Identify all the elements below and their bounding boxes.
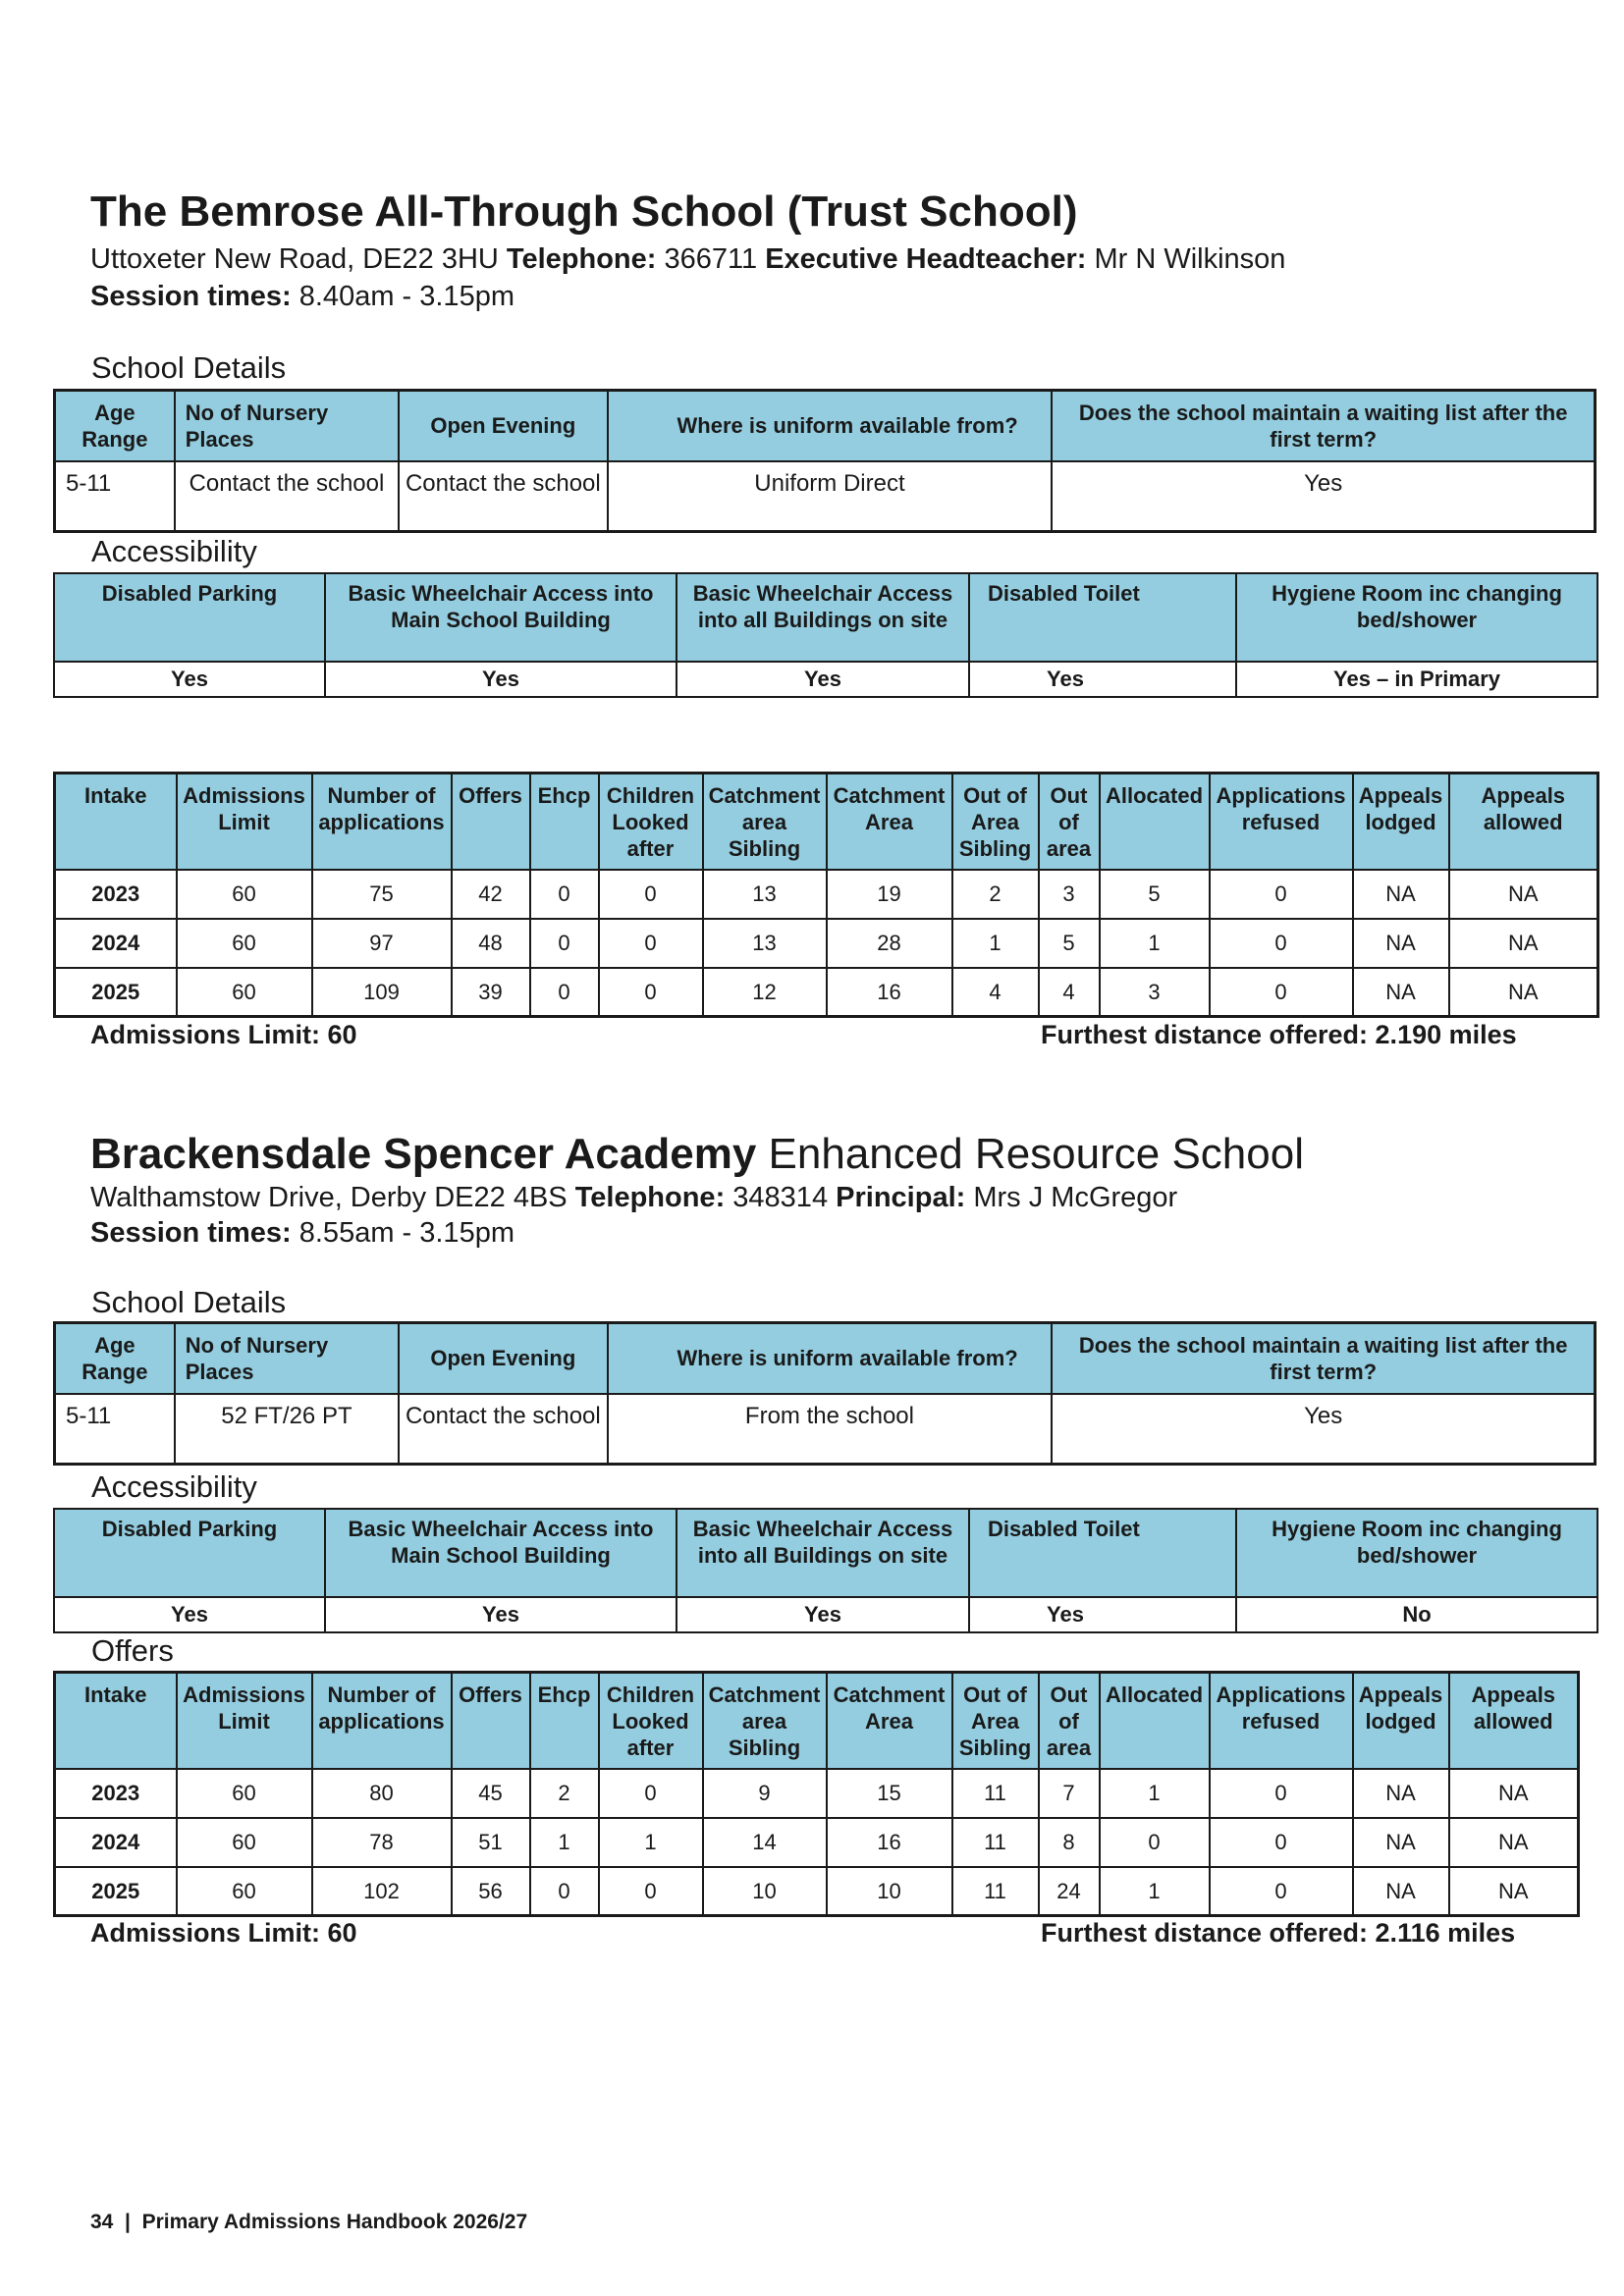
head-name: Mr N Wilkinson	[1094, 243, 1286, 275]
table-cell: 8	[1039, 1818, 1100, 1867]
table-cell: 0	[1100, 1818, 1210, 1867]
table-cell: 13	[703, 870, 827, 919]
open-evening-value: Contact the school	[399, 1394, 607, 1465]
details-value-row	[55, 1394, 1596, 1465]
table-cell: NA	[1449, 968, 1598, 1017]
table-cell: 78	[312, 1818, 452, 1867]
table-cell: 2	[952, 870, 1039, 919]
table-cell: 0	[1210, 1769, 1353, 1818]
table-cell: 97	[312, 919, 452, 968]
offers-heading: Offers	[91, 1633, 174, 1668]
table-cell: 9	[703, 1769, 827, 1818]
table-cell: 60	[177, 1867, 312, 1916]
hygiene-room-header: Hygiene Room inc changing bed/shower	[1236, 1509, 1597, 1597]
table-cell: NA	[1353, 1769, 1449, 1818]
table-cell: 1	[530, 1818, 599, 1867]
table-cell: 13	[703, 919, 827, 968]
accessibility-value-row	[54, 1597, 1597, 1632]
waiting-list-header: Does the school maintain a waiting list after the first term?	[1052, 391, 1595, 461]
school-address: Walthamstow Drive, Derby DE22 4BS	[90, 1182, 568, 1213]
catchment-sibling-header: Catchment area Sibling	[703, 1673, 827, 1769]
table-cell: NA	[1353, 919, 1449, 968]
details-value-row	[55, 461, 1596, 532]
table-cell: 0	[599, 919, 703, 968]
table-cell: 3	[1100, 968, 1210, 1017]
session-times-line	[90, 1215, 514, 1251]
appeals-allowed-header: Appeals allowed	[1449, 1673, 1579, 1769]
accessibility-value-row	[54, 662, 1597, 697]
table-cell: 15	[827, 1769, 952, 1818]
open-evening-header: Open Evening	[399, 1323, 607, 1394]
table-cell: 3	[1039, 870, 1100, 919]
table-cell: 39	[452, 968, 530, 1017]
wheelchair-main-value: Yes	[325, 1597, 677, 1632]
offers-table	[53, 772, 1599, 1018]
table-cell: 1	[952, 919, 1039, 968]
table-cell: 0	[530, 919, 599, 968]
admissions-limit-header: Admissions Limit	[177, 774, 312, 870]
nursery-places-value: 52 FT/26 PT	[175, 1394, 399, 1465]
out-of-area-sibling-header: Out of Area Sibling	[952, 774, 1039, 870]
accessibility-header-row	[54, 1509, 1597, 1597]
offers-header: Offers	[452, 774, 530, 870]
session-label: Session times:	[90, 281, 292, 312]
table-cell: NA	[1353, 1867, 1449, 1916]
head-label: Principal:	[836, 1182, 966, 1213]
table-cell: NA	[1449, 1769, 1579, 1818]
table-cell: NA	[1353, 870, 1449, 919]
wheelchair-main-header: Basic Wheelchair Access into Main School Building	[325, 573, 677, 662]
table-cell: 5	[1100, 870, 1210, 919]
disabled-parking-header: Disabled Parking	[54, 573, 325, 662]
looked-after-header: Children Looked after	[599, 774, 703, 870]
table-cell: 0	[1210, 968, 1353, 1017]
table-cell: 1	[599, 1818, 703, 1867]
furthest-distance-summary: Furthest distance offered: 2.116 miles	[1041, 1918, 1516, 1948]
publication-title: Primary Admissions Handbook 2026/27	[141, 2211, 528, 2233]
furthest-distance-summary: Furthest distance offered: 2.190 miles	[1041, 1020, 1517, 1049]
disabled-toilet-value: Yes	[969, 1597, 1236, 1632]
age-range-header: Age Range	[55, 391, 175, 461]
disabled-parking-header: Disabled Parking	[54, 1509, 325, 1597]
table-cell: 11	[952, 1818, 1039, 1867]
table-cell: 2	[530, 1769, 599, 1818]
catchment-sibling-header: Catchment area Sibling	[703, 774, 827, 870]
ehcp-header: Ehcp	[530, 1673, 599, 1769]
intake-year: 2025	[55, 1867, 177, 1916]
page-number: 34	[90, 2211, 114, 2233]
table-cell: 7	[1039, 1769, 1100, 1818]
out-of-area-header: Out of area	[1039, 1673, 1100, 1769]
disabled-parking-value: Yes	[54, 1597, 325, 1632]
table-cell: 75	[312, 870, 452, 919]
wheelchair-all-value: Yes	[677, 1597, 969, 1632]
admissions-limit-summary: Admissions Limit: 60	[90, 1020, 357, 1049]
telephone-number: 366711	[664, 243, 758, 275]
session-times-line	[90, 279, 514, 314]
table-cell: 1	[1100, 1867, 1210, 1916]
table-cell: 0	[599, 870, 703, 919]
details-header-row	[55, 1323, 1596, 1394]
school-details-table	[53, 1321, 1597, 1466]
table-cell: 42	[452, 870, 530, 919]
telephone-label: Telephone:	[506, 243, 657, 275]
catchment-area-header: Catchment Area	[827, 774, 952, 870]
table-cell: 80	[312, 1769, 452, 1818]
table-cell: 0	[530, 968, 599, 1017]
intake-year: 2024	[55, 1818, 177, 1867]
table-cell: 0	[1210, 1818, 1353, 1867]
allocated-header: Allocated	[1100, 1673, 1210, 1769]
applications-header: Number of applications	[312, 774, 452, 870]
accessibility-heading: Accessibility	[91, 534, 257, 568]
table-cell: 60	[177, 870, 312, 919]
school-address: Uttoxeter New Road, DE22 3HU	[90, 243, 499, 275]
school-details-heading: School Details	[91, 1285, 287, 1319]
table-cell: 0	[1210, 1867, 1353, 1916]
table-row	[55, 919, 1598, 968]
intake-year: 2023	[55, 870, 177, 919]
table-cell: 102	[312, 1867, 452, 1916]
table-cell: 11	[952, 1867, 1039, 1916]
disabled-toilet-header: Disabled Toilet	[969, 1509, 1236, 1597]
offers-header-row	[55, 1673, 1579, 1769]
admissions-limit-header: Admissions Limit	[177, 1673, 312, 1769]
looked-after-header: Children Looked after	[599, 1673, 703, 1769]
table-row	[55, 1867, 1579, 1916]
table-cell: NA	[1449, 1867, 1579, 1916]
table-cell: 4	[1039, 968, 1100, 1017]
page-footer	[90, 2211, 527, 2234]
wheelchair-main-header: Basic Wheelchair Access into Main School Building	[325, 1509, 677, 1597]
intake-year: 2025	[55, 968, 177, 1017]
ehcp-header: Ehcp	[530, 774, 599, 870]
table-cell: 0	[599, 1867, 703, 1916]
table-cell: 11	[952, 1769, 1039, 1818]
applications-refused-header: Applications refused	[1210, 1673, 1353, 1769]
uniform-header: Where is uniform available from?	[608, 1323, 1053, 1394]
hygiene-room-value: No	[1236, 1597, 1597, 1632]
applications-header: Number of applications	[312, 1673, 452, 1769]
disabled-toilet-value: Yes	[969, 662, 1236, 697]
allocated-header: Allocated	[1100, 774, 1210, 870]
admissions-limit-summary: Admissions Limit: 60	[90, 1918, 357, 1948]
table-cell: 16	[827, 1818, 952, 1867]
uniform-header: Where is uniform available from?	[608, 391, 1053, 461]
hygiene-room-header: Hygiene Room inc changing bed/shower	[1236, 573, 1597, 662]
nursery-places-value: Contact the school	[175, 461, 399, 532]
telephone-number: 348314	[732, 1182, 829, 1213]
table-cell: 1	[1100, 919, 1210, 968]
table-cell: NA	[1449, 919, 1598, 968]
school-name: Brackensdale Spencer Academy Enhanced Resource School	[90, 1130, 1304, 1178]
head-name: Mrs J McGregor	[973, 1182, 1178, 1213]
uniform-value: Uniform Direct	[608, 461, 1053, 532]
age-range-value: 5-11	[55, 1394, 175, 1465]
session-label: Session times:	[90, 1217, 292, 1249]
catchment-area-header: Catchment Area	[827, 1673, 952, 1769]
telephone-label: Telephone:	[574, 1182, 726, 1213]
disabled-toilet-header: Disabled Toilet	[969, 573, 1236, 662]
table-cell: NA	[1449, 870, 1598, 919]
table-cell: 4	[952, 968, 1039, 1017]
table-cell: 0	[530, 870, 599, 919]
wheelchair-all-value: Yes	[677, 662, 969, 697]
uniform-value: From the school	[608, 1394, 1053, 1465]
table-cell: NA	[1449, 1818, 1579, 1867]
table-cell: 60	[177, 1818, 312, 1867]
out-of-area-sibling-header: Out of Area Sibling	[952, 1673, 1039, 1769]
appeals-lodged-header: Appeals lodged	[1353, 774, 1449, 870]
school-name: The Bemrose All-Through School (Trust School)	[90, 187, 1078, 236]
school-details-table	[53, 389, 1597, 533]
accessibility-header-row	[54, 573, 1597, 662]
school-contact-line	[90, 1180, 1177, 1215]
appeals-lodged-header: Appeals lodged	[1353, 1673, 1449, 1769]
table-row	[55, 870, 1598, 919]
intake-year: 2024	[55, 919, 177, 968]
table-cell: 5	[1039, 919, 1100, 968]
waiting-list-value: Yes	[1052, 461, 1595, 532]
age-range-value: 5-11	[55, 461, 175, 532]
table-row	[55, 1818, 1579, 1867]
table-cell: 0	[1210, 870, 1353, 919]
accessibility-heading: Accessibility	[91, 1469, 257, 1504]
table-cell: 60	[177, 1769, 312, 1818]
table-cell: 45	[452, 1769, 530, 1818]
intake-header: Intake	[55, 1673, 177, 1769]
session-times: 8.55am - 3.15pm	[298, 1217, 514, 1249]
table-cell: 109	[312, 968, 452, 1017]
table-cell: 12	[703, 968, 827, 1017]
age-range-header: Age Range	[55, 1323, 175, 1394]
wheelchair-all-header: Basic Wheelchair Access into all Buildings on site	[677, 573, 969, 662]
nursery-places-header: No of Nursery Places	[175, 391, 399, 461]
appeals-allowed-header: Appeals allowed	[1449, 774, 1598, 870]
table-cell: 16	[827, 968, 952, 1017]
table-cell: 10	[703, 1867, 827, 1916]
applications-refused-header: Applications refused	[1210, 774, 1353, 870]
table-cell: 19	[827, 870, 952, 919]
table-row	[55, 968, 1598, 1017]
table-cell: 10	[827, 1867, 952, 1916]
open-evening-value: Contact the school	[399, 461, 607, 532]
table-cell: 0	[530, 1867, 599, 1916]
table-cell: 48	[452, 919, 530, 968]
details-header-row	[55, 391, 1596, 461]
school-contact-line	[90, 241, 1285, 277]
wheelchair-main-value: Yes	[325, 662, 677, 697]
accessibility-table	[53, 572, 1598, 698]
table-cell: 51	[452, 1818, 530, 1867]
table-cell: NA	[1353, 968, 1449, 1017]
table-cell: NA	[1353, 1818, 1449, 1867]
disabled-parking-value: Yes	[54, 662, 325, 697]
table-cell: 14	[703, 1818, 827, 1867]
hygiene-room-value: Yes – in Primary	[1236, 662, 1597, 697]
table-cell: 0	[599, 1769, 703, 1818]
table-cell: 1	[1100, 1769, 1210, 1818]
wheelchair-all-header: Basic Wheelchair Access into all Buildings on site	[677, 1509, 969, 1597]
intake-header: Intake	[55, 774, 177, 870]
session-times: 8.40am - 3.15pm	[298, 281, 514, 312]
offers-header: Offers	[452, 1673, 530, 1769]
open-evening-header: Open Evening	[399, 391, 607, 461]
table-cell: 0	[1210, 919, 1353, 968]
waiting-list-value: Yes	[1052, 1394, 1595, 1465]
table-row	[55, 1769, 1579, 1818]
nursery-places-header: No of Nursery Places	[175, 1323, 399, 1394]
table-cell: 0	[599, 968, 703, 1017]
waiting-list-header: Does the school maintain a waiting list after the first term?	[1052, 1323, 1595, 1394]
head-label: Executive Headteacher:	[765, 243, 1087, 275]
table-cell: 24	[1039, 1867, 1100, 1916]
table-cell: 60	[177, 968, 312, 1017]
accessibility-table	[53, 1508, 1598, 1633]
out-of-area-header: Out of area	[1039, 774, 1100, 870]
offers-table	[53, 1671, 1580, 1917]
school-details-heading: School Details	[91, 350, 287, 385]
table-cell: 60	[177, 919, 312, 968]
intake-year: 2023	[55, 1769, 177, 1818]
footer-separator: |	[125, 2211, 131, 2233]
offers-header-row	[55, 774, 1598, 870]
table-cell: 28	[827, 919, 952, 968]
table-cell: 56	[452, 1867, 530, 1916]
